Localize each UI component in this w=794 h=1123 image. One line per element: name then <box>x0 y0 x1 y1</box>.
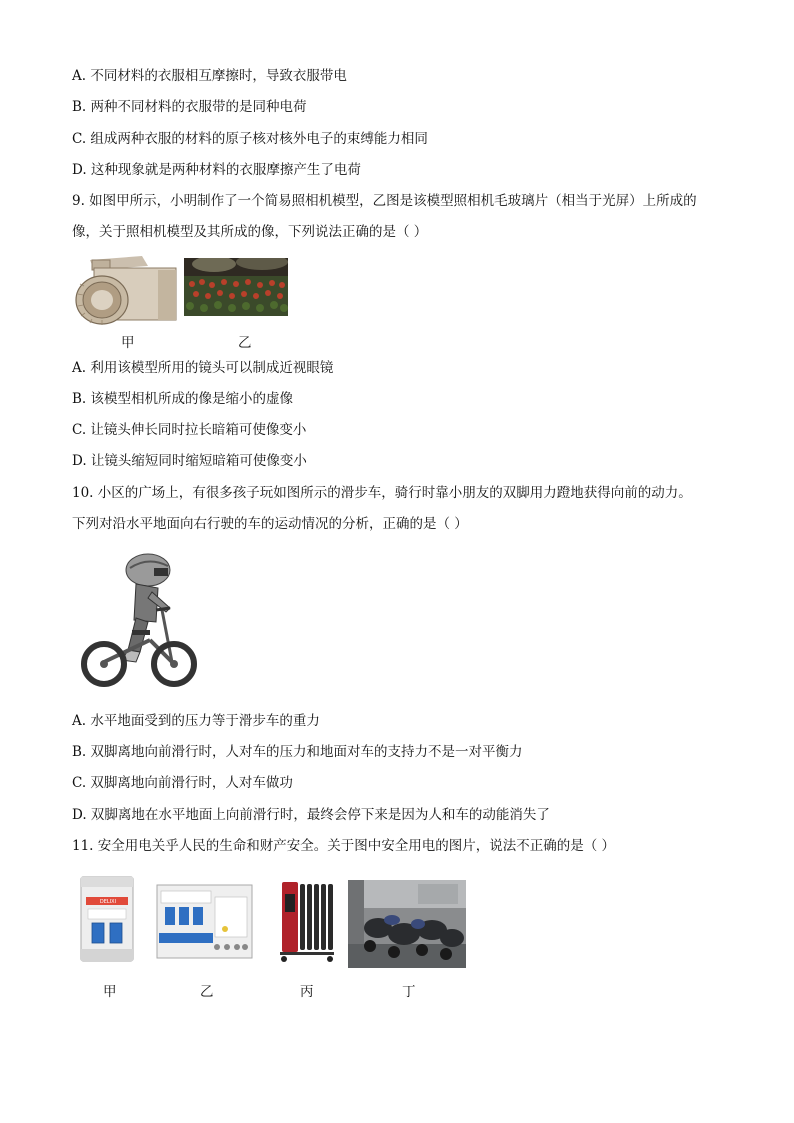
q9-option-a: A. 利用该模型所用的镜头可以制成近视眼镜 <box>72 360 334 376</box>
leakage-protector-figure <box>155 883 254 960</box>
q9-option-c: C. 让镜头伸长同时拉长暗箱可使像变小 <box>72 422 307 438</box>
q9-caption-yi: 乙 <box>238 335 252 351</box>
q10-option-c: C. 双脚离地向前滑行时，人对车做功 <box>72 775 293 791</box>
q8-option-d: D. 这种现象就是两种材料的衣服摩擦产生了电荷 <box>72 162 361 178</box>
cardboard-camera-figure <box>72 250 182 330</box>
q9-option-d: D. 让镜头缩短同时缩短暗箱可使像变小 <box>72 453 307 469</box>
oil-heater-figure <box>278 878 336 964</box>
q11-caption-ding: 丁 <box>402 984 416 1000</box>
q8-option-a: A. 不同材料的衣服相互摩擦时，导致衣服带电 <box>72 68 347 84</box>
q10-option-b: B. 双脚离地向前滑行时，人对车的压力和地面对车的支持力不是一对平衡力 <box>72 744 523 760</box>
frosted-glass-image-figure <box>184 258 288 316</box>
q11-caption-jia: 甲 <box>103 984 117 1000</box>
q8-option-b: B. 两种不同材料的衣服带的是同种电荷 <box>72 99 307 115</box>
ebike-charging-photo <box>348 880 466 968</box>
q10-stem-line1: 10. 小区的广场上，有很多孩子玩如图所示的滑步车，骑行时靠小朋友的双脚用力蹬地获得向前的动力。 <box>72 485 692 501</box>
q10-stem-line2: 下列对沿水平地面向右行驶的车的运动情况的分析，正确的是（ ） <box>72 516 468 532</box>
q9-stem-line2: 像，关于照相机模型及其所成的像，下列说法正确的是（ ） <box>72 224 428 240</box>
q10-option-a: A. 水平地面受到的压力等于滑步车的重力 <box>72 713 320 729</box>
q11-caption-bing: 丙 <box>300 984 314 1000</box>
balance-bike-figure <box>78 550 198 700</box>
q11-stem: 11. 安全用电关乎人民的生命和财产安全。关于图中安全用电的图片，说法不正确的是（ ） <box>72 838 616 854</box>
breaker-brand-label: DELIXI <box>99 899 117 905</box>
circuit-breaker-figure <box>78 873 136 965</box>
q9-stem-line1: 9. 如图甲所示，小明制作了一个简易照相机模型，乙图是该模型照相机毛玻璃片（相当于光屏）上所成的 <box>72 193 697 209</box>
q11-caption-yi: 乙 <box>200 984 214 1000</box>
q9-option-b: B. 该模型相机所成的像是缩小的虚像 <box>72 391 294 407</box>
q9-caption-jia: 甲 <box>121 335 135 351</box>
q10-option-d: D. 双脚离地在水平地面上向前滑行时，最终会停下来是因为人和车的动能消失了 <box>72 807 550 823</box>
q8-option-c: C. 组成两种衣服的材料的原子核对核外电子的束缚能力相同 <box>72 131 428 147</box>
